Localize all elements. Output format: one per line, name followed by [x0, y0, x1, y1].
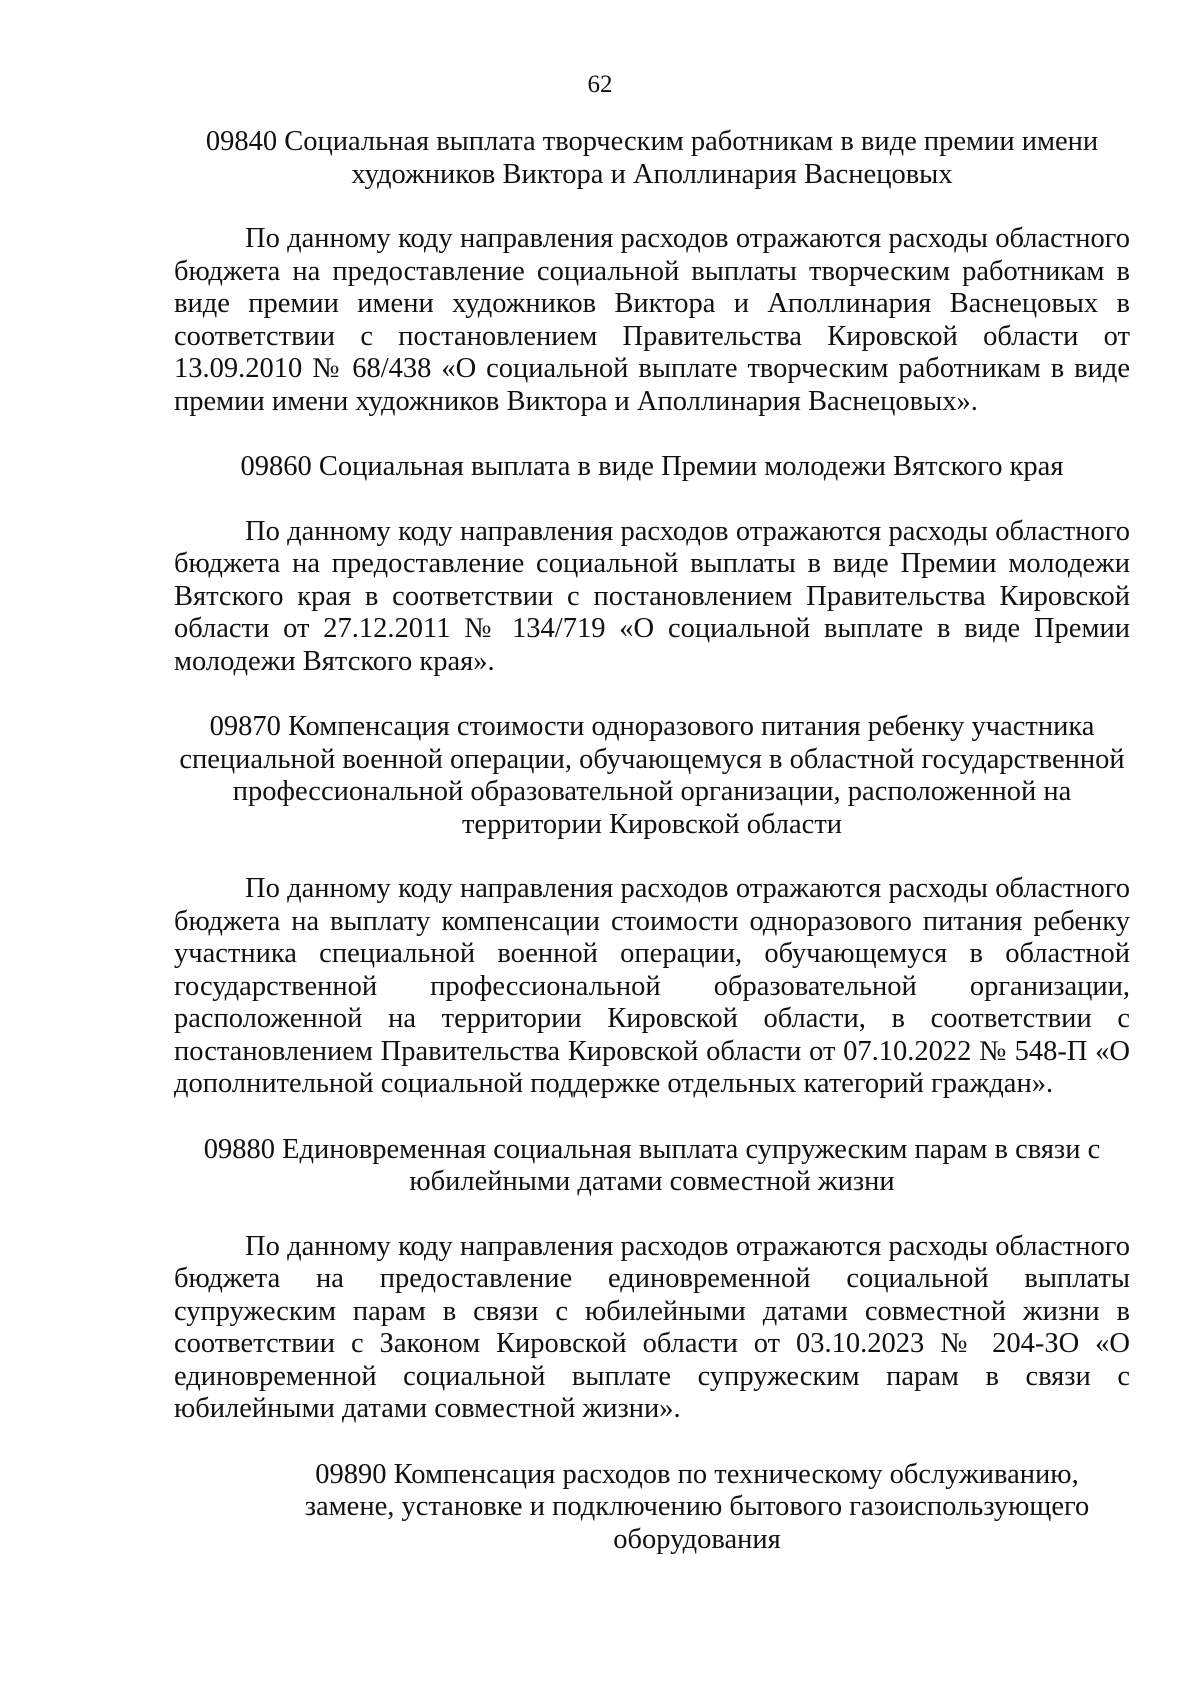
section-body-09880: По данному коду направления расходов отражаются расходы областного бюджета на предоставление единовременной социальной выплаты супружеским парам в связи с юбилейными датами совместной жизни в соответствии с Законом Кировской области от 03.10.2023 № 204-ЗО «О единовременной социальной выплате супружеским парам в связи с юбилейными датами совместной жизни». [174, 1230, 1130, 1424]
heading-line: территории Кировской области [461, 808, 843, 840]
heading-line: 09840 Социальная выплата творческим работникам в виде премии имени [205, 126, 1099, 157]
heading-line: профессиональной образовательной организации, расположенной на [232, 776, 1072, 807]
section-heading-09890 [284, 1459, 1110, 1557]
section-heading-09880 [174, 1134, 1130, 1199]
section-heading-09860 [174, 451, 1130, 484]
section-heading-09840 [174, 126, 1130, 191]
heading-line: оборудования [613, 1523, 781, 1555]
section-body-09870: По данному коду направления расходов отражаются расходы областного бюджета на выплату компенсации стоимости одноразового питания ребенку участника специальной военной операции, обучающемуся в областной государственной профессиональной образовательной организации, расположенной на территории Кировской области, в соответствии с постановлением Правительства Кировской области от 07.10.2022 № 548-П «О дополнительной социальной поддержке отдельных категорий граждан». [174, 873, 1130, 1099]
page-number: 62 [587, 71, 613, 98]
heading-line: 09860 Социальная выплата в виде Премии молодежи Вятского края [240, 451, 1064, 482]
section-body-09840: По данному коду направления расходов отражаются расходы областного бюджета на предоставление социальной выплаты творческим работникам в виде премии имени художников Виктора и Аполлинария Васнецовых в соответствии с постановлением Правительства Кировской области от 13.09.2010 № 68/438 «О социальной выплате творческим работникам в виде премии имени художников Виктора и Аполлинария Васнецовых». [174, 223, 1130, 417]
heading-line: 09870 Компенсация стоимости одноразового питания ребенку участника [209, 711, 1095, 742]
document-body [174, 126, 1130, 1556]
heading-line: 09890 Компенсация расходов по техническому обслуживанию, [315, 1458, 1079, 1490]
heading-line: замене, установке и подключению бытового газоиспользующего [304, 1491, 1090, 1522]
heading-line: юбилейными датами совместной жизни [409, 1166, 895, 1197]
section-body-09860: По данному коду направления расходов отражаются расходы областного бюджета на предоставление социальной выплаты в виде Премии молодежи Вятского края в соответствии с постановлением Правительства Кировской области от 27.12.2011 № 134/719 «О социальной выплате в виде Премии молодежи Вятского края». [174, 515, 1130, 677]
heading-line: художников Виктора и Аполлинария Васнецовых [351, 158, 953, 190]
heading-line: специальной военной операции, обучающемуся в областной государственной [179, 743, 1125, 775]
section-heading-09870 [174, 711, 1130, 841]
heading-line: 09880 Единовременная социальная выплата супружеским парам в связи с [203, 1133, 1101, 1165]
